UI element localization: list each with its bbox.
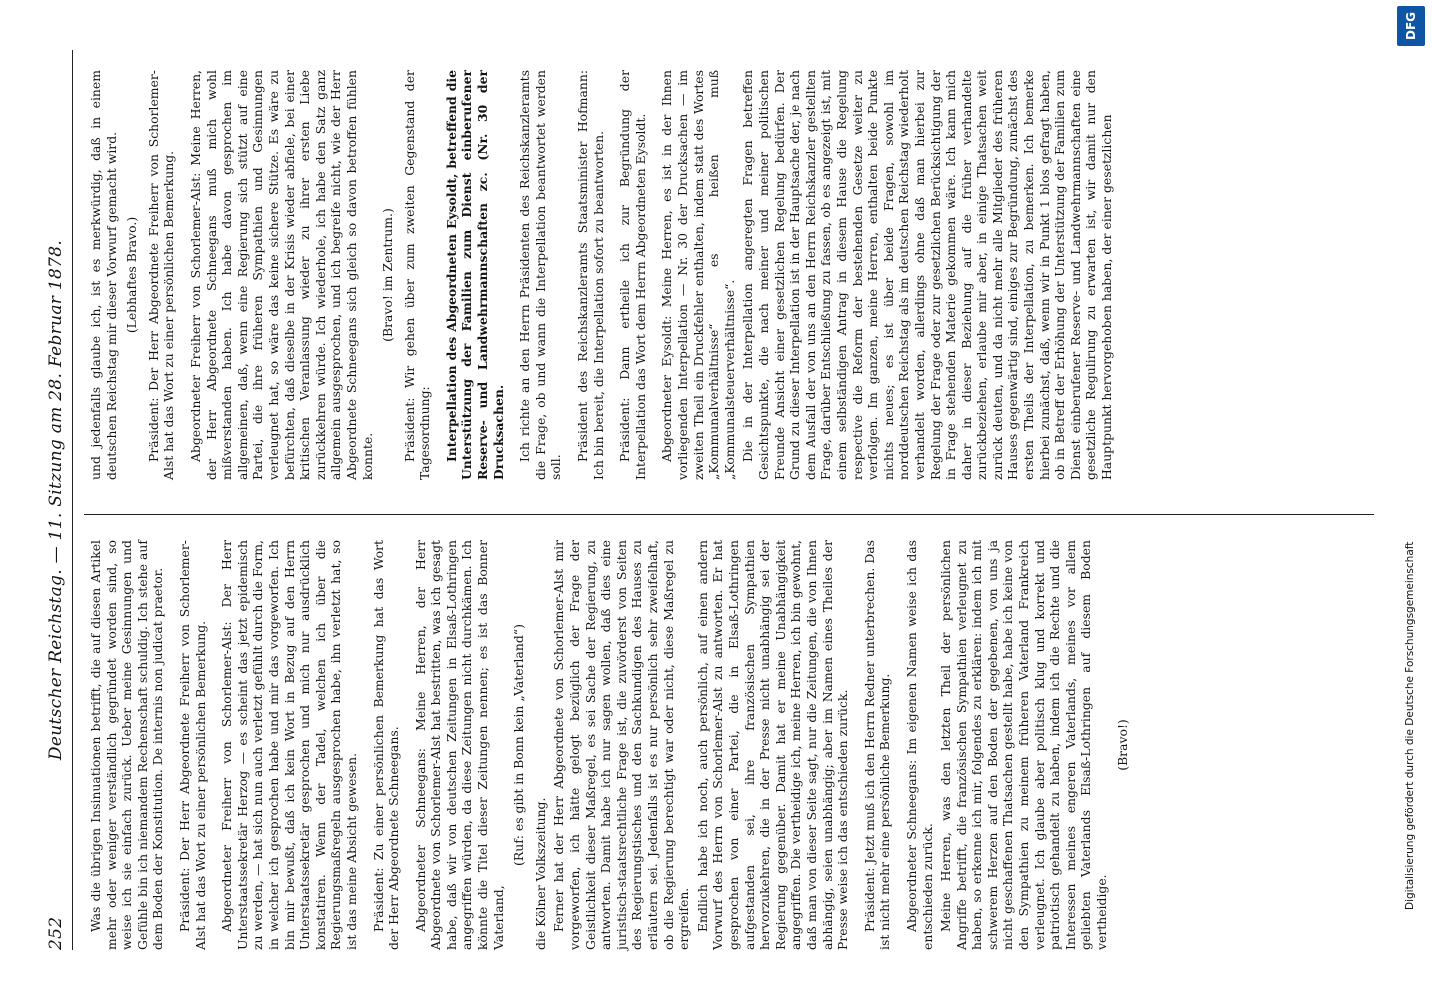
- paragraph: Die in der Interpellation angeregten Fragen betreffen Gesichtspunkte, die nach meiner und meiner politischen Freunde Ansicht einer gesetzlichen Regelung bedürfen. Der Grund zu dieser Interpellation ist in der Hauptsache der, je nach dem Ausfall der von uns an den Herrn Reichskanzler gestellten Frage, darüber Entschließung zu fassen, ob es angezeigt ist, mit einem selbständigen Antrag in diesem Hause die Regelung respective die Reform der bestehenden Gesetze weiter zu verfolgen. Im ganzen, meine Herren, enthalten beide Punkte nichts neues; es ist über beide Fragen, sowohl im norddeutschen Reichstag als im deutschen Reichstag wiederholt verhandelt worden, allerdings ohne daß man hierbei zur Regelung der Frage oder zur gesetzlichen Berücksichtigung der in Frage stehenden Materie gekommen wäre. Ich kann mich daher in dieser Beziehung auf die früher verhandelte zurückbeziehen, erlaube mir aber, in einige Thatsachen weit zurück deuten, und da nicht mehr alle Mitglieder des früheren Hauses gegenwärtig sind, einiges zur Begründung, zunächst des ersten Theils der Interpellation, zu bemerken. Ich bemerke hierbei zunächst, daß, wenn wir in Punkt 1 blos gefragt haben, ob in Betreff der Erhöhung der Unterstützung der Familien zum Dienst einberufener Reserve- und Landwehrmannschaften eine gesetzliche Regulirung zu erwarten ist, wir damit nur den Hauptpunkt hervorgehoben haben, der einer gesetzlichen: [740, 70, 1115, 480]
- paragraph: Präsident: Dann ertheile ich zur Begründung der Interpellation das Wort dem Herrn Abgeordneten Eysoldt.: [617, 70, 648, 480]
- interjection: (Bravo!): [1114, 719, 1130, 771]
- paragraph: Präsident: Der Herr Abgeordnete Freiherr von Schorlemer-Alst hat das Wort zu einer persönlichen Bemerkung.: [145, 70, 177, 480]
- dfg-logo: DFG: [1397, 6, 1425, 46]
- paragraph: Abgeordneter Schneegans: Meine Herren, der Herr Abgeordnete von Schorlemer-Alst hat bestritten, was ich gesagt habe, daß wir von deutschen Zeitungen in Elsaß-Lothringen angegriffen würden, da diese Zeitungen nicht durchkämen. Ich könnte die Titel dieser Zeitungen nennen; es ist das Bonner Vaterland,: [412, 540, 506, 950]
- paragraph: Präsident des Reichskanzleramts Staatsminister Hofmann: Ich bin bereit, die Interpellation sofort zu beantworten.: [575, 70, 606, 480]
- paragraph: die Kölner Volkszeitung.: [532, 797, 548, 950]
- paragraph: Meine Herren, was den letzten Theil der persönlichen Angriffe betrifft, die französischen Sympathien verleugnet zu haben, so erkenne ich mir, folgendes zu erklären: indem ich mit schwerem Herzen auf den Boden der gegebenen, von uns ja nicht geschaffenen Thatsachen gestellt habe, habe ich keine von den Sympathien zu meinem früheren Vaterland Frankreich verleugnet. Ich glaube aber politisch klug und korrekt und patriotisch gehandelt zu haben, indem ich die Rechte und die Interessen meines engeren Vaterlands, meines vor allem geliebten Vaterlands Elsaß-Lothringen auf diesem Boden vertheidige.: [938, 540, 1110, 950]
- right-column: [88, 70, 1118, 480]
- left-column: [88, 540, 1136, 950]
- paragraph: Abgeordneter Freiherr von Schorlemer-Alst: Der Herr Unterstaatssekretär Herzog — es scheint das jetzt epidemisch zu werden, — hat sich nun auch verletzt gefühlt durch die Form, in welcher ich gesprochen habe und mir das vorgeworfen. Ich bin mir bewußt, daß ich kein Wort in Bezug auf den Herrn Unterstaatssekretär gesprochen und mich nur ausdrücklich konstatiren. Wenn der Tadel, welchen ich über die Regierungsmaßregeln ausgesprochen habe, ihn verletzt hat, so ist das meine Absicht gewesen.: [219, 540, 359, 950]
- paragraph: Präsident: Der Herr Abgeordnete Freiherr von Schorlemer-Alst hat das Wort zu einer persönlichen Bemerkung.: [176, 540, 208, 950]
- agenda-item-heading: Interpellation des Abgeordneten Eysoldt, betreffend die Unterstützung der Familien zum Dienst einberufener Reserve- und Landwehrmannschaften zc. (Nr. 30 der Drucksachen.: [443, 70, 506, 480]
- paragraph: Präsident: Wir gehen über zum zweiten Gegenstand der Tagesordnung:: [401, 70, 433, 480]
- credit-text: Digitalisierung gefördert durch die Deutsche Forschungsgemeinschaft: [1404, 541, 1416, 910]
- paragraph: Was die übrigen Insinuationen betrifft, die auf diesen Artikel mehr oder weniger verständlich gegründet worden sind, so weise ich sie einfach zurück. Ueber meine Gesinnungen und Gefühle bin ich niemandem Rechenschaft schuldig. Ich stehe auf dem Boden der Konstitution. De internis non judicat praetor.: [88, 540, 166, 950]
- paragraph: Präsident: Jetzt muß ich den Herrn Redner unterbrechen. Das ist nicht mehr eine persönliche Bemerkung.: [861, 540, 893, 950]
- running-title: Deutscher Reichstag. — 11. Sitzung am 28. Februar 1878.: [46, 239, 66, 761]
- interjection: (Bravo! im Zentrum.): [380, 208, 396, 342]
- column-divider: [84, 514, 1374, 515]
- paragraph: Abgeordneter Eysoldt: Meine Herren, es ist in der Ihnen vorliegenden Interpellation — Nr. 30 der Drucksachen — im zweiten Theil ein Druckfehler enthalten, indem statt des Wortes „Kommunalverhältnisse“ es heißen muß „Kommunalsteuerverhältnisse“.: [659, 70, 737, 480]
- paragraph: Ich richte an den Herrn Präsidenten des Reichskanzleramts die Frage, ob und wann die Interpellation beantwortet werden soll.: [517, 70, 564, 480]
- paragraph: Abgeordneter Schneegans: Im eigenen Namen weise ich das entschieden zurück.: [903, 540, 935, 950]
- running-head: [42, 50, 73, 950]
- page-number: 252: [46, 916, 66, 950]
- paragraph: Endlich habe ich noch, auch persönlich, auf einen andern Vorwurf des Herrn von Schorlemer-Alst zu antworten. Er hat gesprochen von einer Partei, die in Elsaß-Lothringen aufgestanden sei, ihre französischen Sympathien hervorzukehren, die in der Presse nicht unabhängig sei der Regierung gegenüber. Damit hat er meine Unabhängigkeit angegriffen. Die vertheidige ich, meine Herren, ich bin gewohnt, daß man von dieser Seite sagt, nur die Zeitungen, die von Ihnen abhängig, seien unabhängig; aber im Namen eines Theiles der Presse weise ich das entschieden zurück.: [694, 540, 851, 950]
- paragraph: Abgeordneter Freiherr von Schorlemer-Alst: Meine Herren, der Herr Abgeordnete Schneegans muß mich wohl mißverstanden haben. Ich habe davon gesprochen im allgemeinen, daß, wenn eine Regierung sich stützt auf eine Partei, die ihre früheren Sympathien und Gesinnungen verleugnet hat, so wäre das keine sichere Stütze. Es wäre zu befürchten, daß dieselbe in der Krisis wieder abfiele, bei einer kritischen Veranlassung wieder zu ihrer ersten Liebe zurückkehren würde. Ich wiederhole, ich habe den Satz ganz allgemein ausgesprochen, und ich begreife nicht, wie der Herr Abgeordnete Schneegans sich gleich so davon betroffen fühlen konnte.: [187, 70, 375, 480]
- interjection: (Ruf: es gibt in Bonn kein „Vaterland“): [511, 624, 527, 866]
- paragraph: Präsident: Zu einer persönlichen Bemerkung hat das Wort der Herr Abgeordnete Schneegans.: [370, 540, 402, 950]
- paragraph: und jedenfalls glaube ich, ist es merkwürdig, daß in einem deutschen Reichstag mir dieser Vorwurf gemacht wird.: [88, 70, 119, 480]
- interjection: (Lebhaftes Bravo.): [124, 216, 140, 334]
- paragraph: Ferner hat der Herr Abgeordnete von Schorlemer-Alst mir vorgeworfen, ich hätte gelogt bezüglich der Frage der Geistlichkeit dieser Maßregel, es sei Sache der Regierung, zu antworten. Damit habe ich nur sagen wollen, daß dies eine juristisch-staatsrechtliche Frage ist, die zuvörderst von Seiten des Regierungstisches und den Sachkundigen des Hauses zu erläutern sei. Jedenfalls ist es nur persönlich sehr zweifelhaft, ob die Regierung berechtigt war oder nicht, diese Maßregel zu ergreifen.: [551, 540, 692, 950]
- digitization-credit: [1393, 6, 1427, 996]
